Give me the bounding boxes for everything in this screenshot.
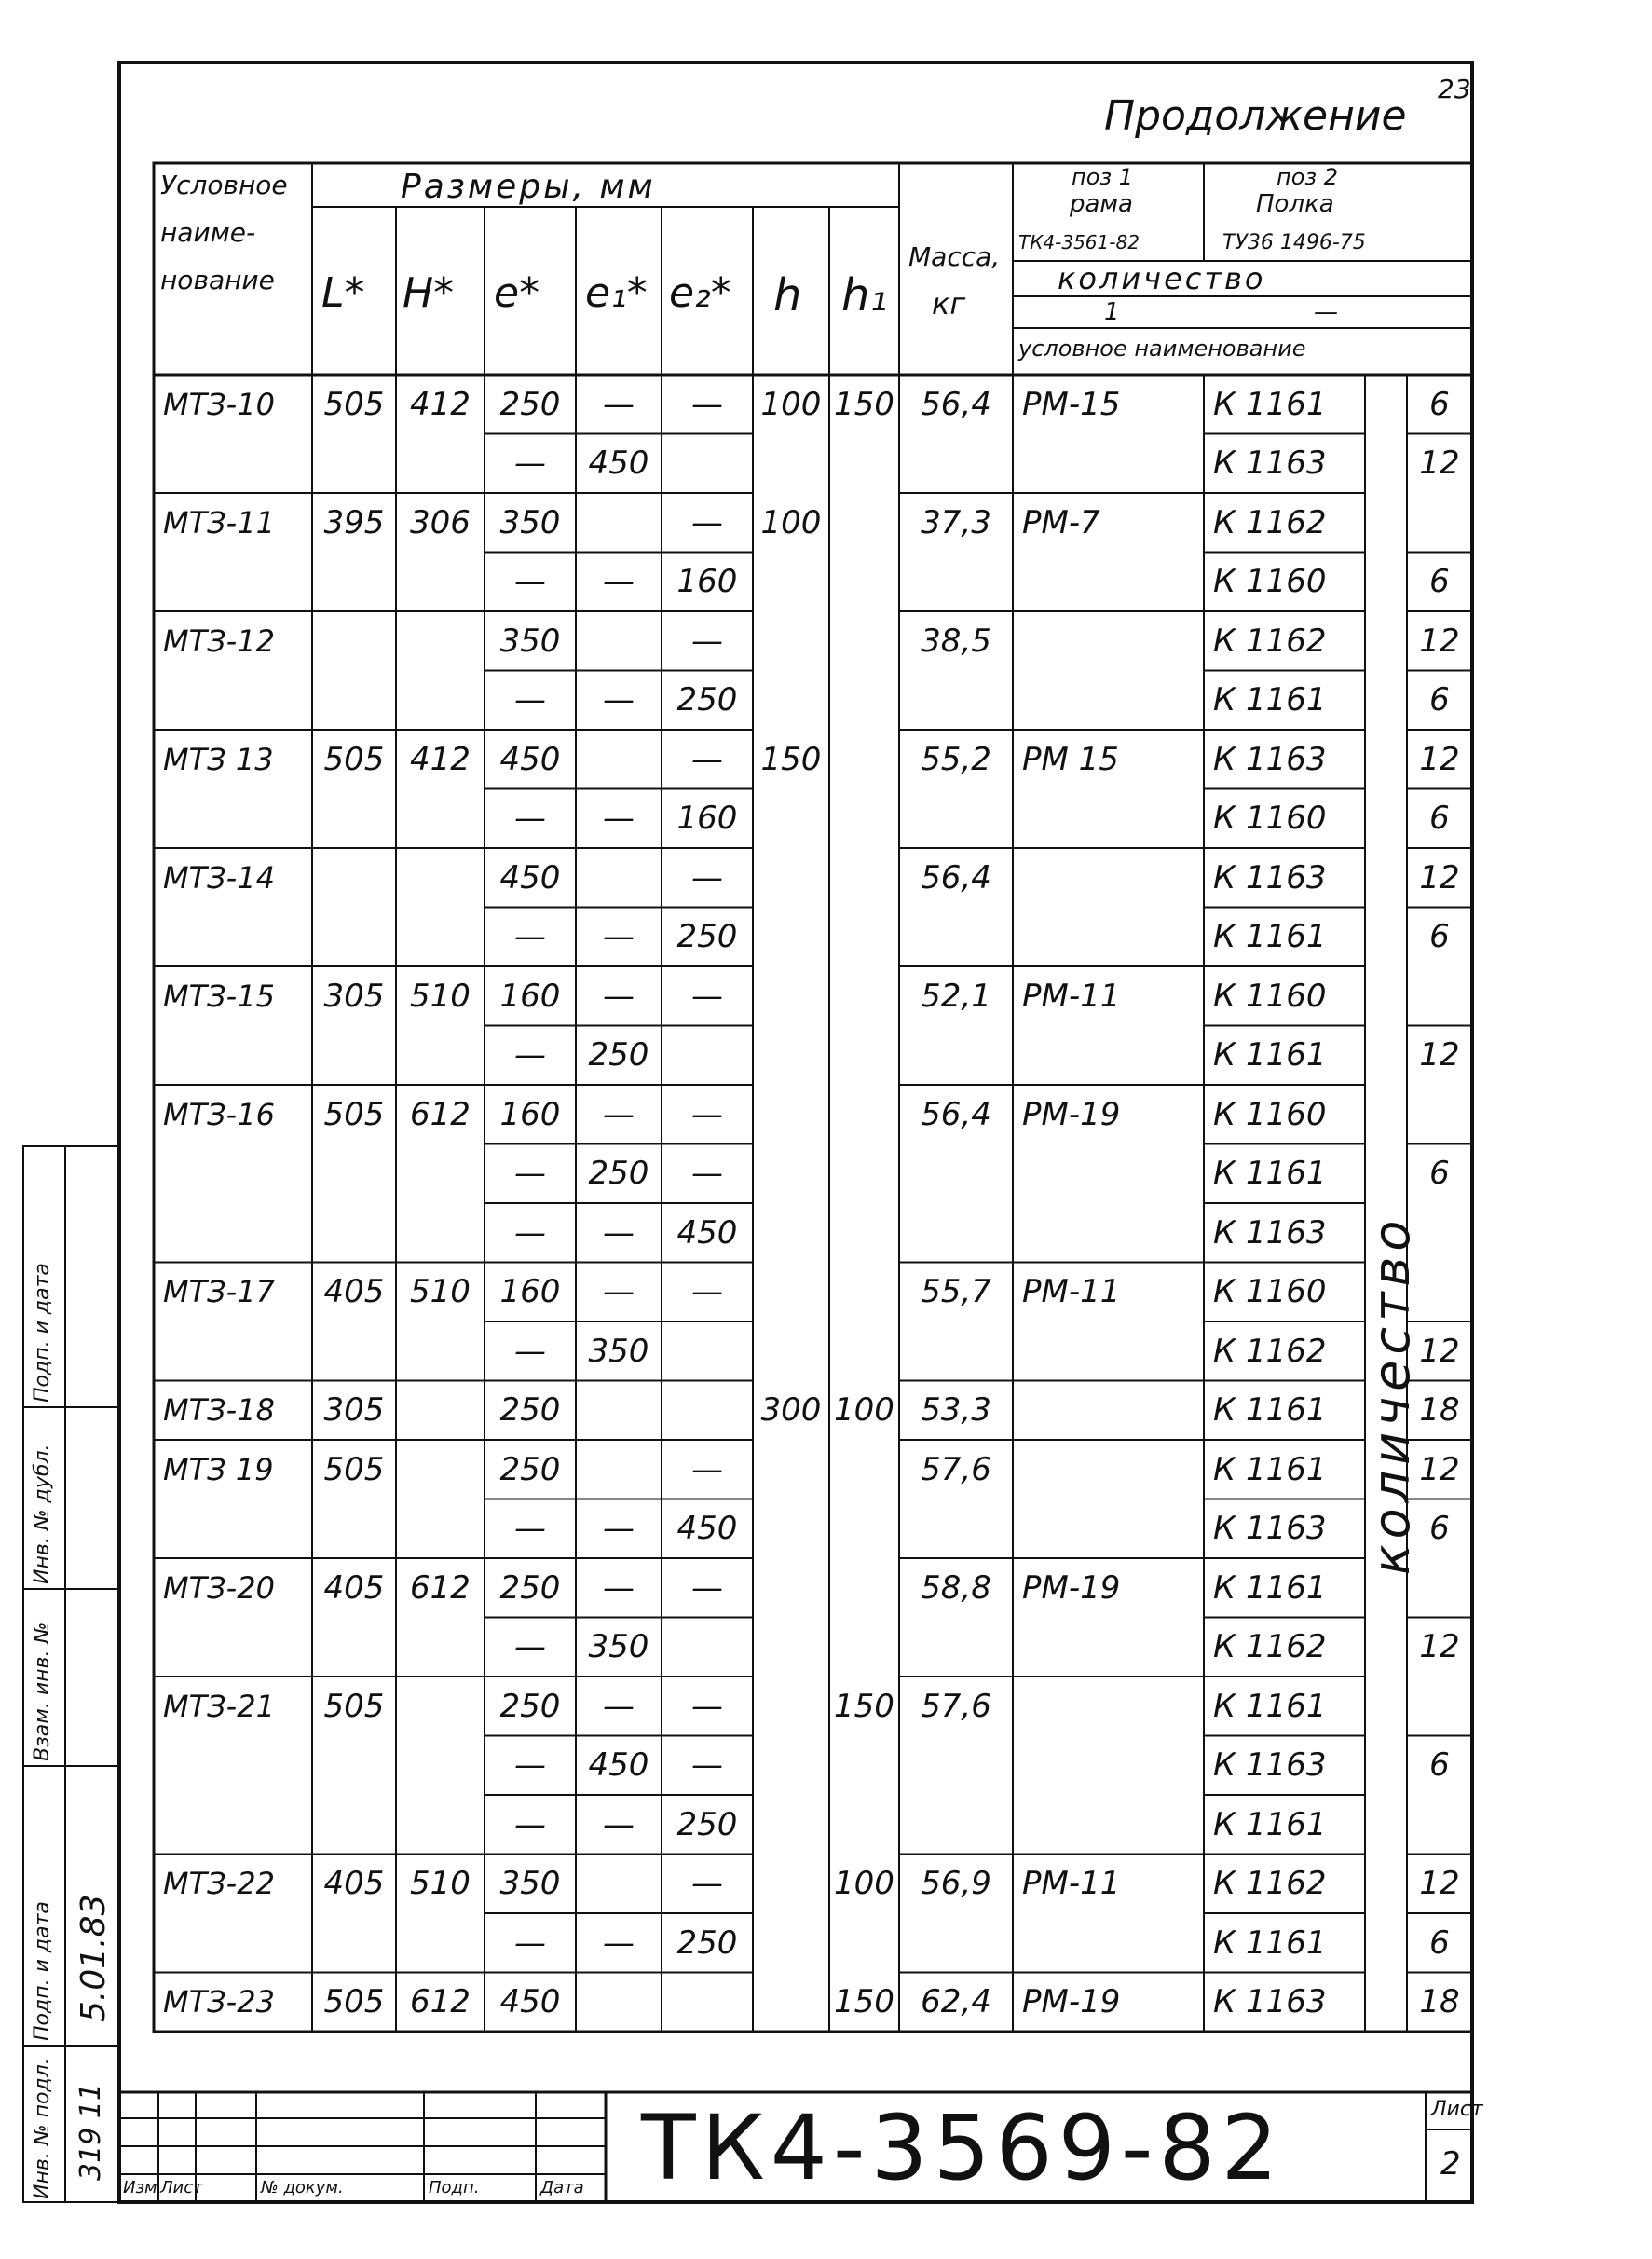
table-cell-H: 510 [410, 1865, 471, 1903]
tb-col-doc: № докум. [261, 2178, 344, 2197]
table-cell-shelf: К 1162 [1213, 1628, 1327, 1666]
table-cell-name: МТЗ-12 [163, 623, 275, 659]
table-cell-e2: — [691, 1450, 723, 1488]
table-cell-e1: 250 [588, 1155, 649, 1193]
table-cell-mass: 55,2 [921, 740, 991, 778]
header-cond-name: условное наименование [1018, 335, 1306, 362]
table-cell-e: — [514, 918, 546, 956]
table-cell-e: 450 [499, 740, 561, 778]
table-cell-qty: 12 [1419, 1332, 1460, 1370]
table-cell-name: МТЗ-10 [163, 386, 275, 422]
table-cell-e: — [514, 800, 546, 838]
table-cell-h: 150 [760, 740, 822, 778]
table-cell-shelf: К 1161 [1213, 1687, 1327, 1725]
table-cell-H: 510 [410, 1273, 471, 1311]
table-cell-name: МТЗ-21 [163, 1688, 275, 1724]
table-cell-e: — [514, 1628, 546, 1666]
table-cell-e: — [514, 1924, 546, 1962]
table-cell-e: 250 [499, 385, 561, 423]
table-cell-frame: РМ-19 [1022, 1568, 1121, 1607]
table-cell-e1: — [603, 1687, 635, 1725]
table-cell-frame: РМ-19 [1022, 1095, 1121, 1133]
table-cell-e1: — [603, 918, 635, 956]
table-cell-qty: 12 [1419, 1865, 1460, 1903]
table-cell-h1: 150 [834, 385, 894, 423]
table-cell-mass: 62,4 [921, 1983, 991, 2021]
header-designation-2: наиме- [160, 217, 256, 248]
table-cell-shelf: К 1163 [1213, 858, 1327, 897]
table-cell-frame: РМ-11 [1022, 977, 1121, 1015]
page-number: 23 [1438, 74, 1471, 104]
table-cell-qty: 6 [1429, 1155, 1450, 1193]
table-cell-qty: 12 [1419, 622, 1460, 660]
header-col-L: L* [321, 269, 365, 317]
table-cell-mass: 38,5 [921, 622, 991, 660]
table-cell-mass: 57,6 [921, 1687, 991, 1725]
table-cell-e1: — [603, 1095, 635, 1133]
table-cell-frame: РМ 15 [1022, 740, 1119, 778]
table-cell-e1: — [603, 385, 635, 423]
table-cell-L: 305 [323, 1391, 385, 1430]
table-cell-e1: — [603, 977, 635, 1015]
table-cell-e2: — [691, 1155, 723, 1193]
table-cell-shelf: К 1160 [1213, 1095, 1327, 1133]
stamp-inv-number: 319 11 [75, 2083, 107, 2181]
table-cell-shelf: К 1160 [1213, 563, 1327, 601]
table-cell-e1: — [603, 1805, 635, 1843]
table-cell-frame: РМ-11 [1022, 1865, 1121, 1903]
table-cell-e2: 250 [676, 918, 738, 956]
stamp-handwritten-date: 5.01.83 [75, 1894, 113, 2022]
header-designation-3: нование [160, 265, 275, 295]
table-cell-shelf: К 1162 [1213, 622, 1327, 660]
stamp-label-sign-date-bottom: Подп. и дата [31, 1901, 54, 2041]
table-cell-e2: 450 [676, 1213, 738, 1252]
table-cell-h1: 100 [834, 1391, 894, 1430]
table-cell-e: 450 [499, 858, 561, 897]
table-cell-h: 100 [760, 503, 822, 541]
table-cell-L: 405 [323, 1865, 385, 1903]
table-cell-qty: 18 [1419, 1983, 1460, 2021]
table-cell-h: 100 [760, 385, 822, 423]
table-cell-name: МТЗ-16 [163, 1096, 275, 1132]
table-cell-L: 505 [323, 1450, 385, 1488]
table-cell-e2: — [691, 622, 723, 660]
table-cell-shelf: К 1163 [1213, 1213, 1327, 1252]
table-cell-e2: — [691, 503, 723, 541]
table-cell-e: — [514, 563, 546, 601]
table-cell-L: 395 [323, 503, 385, 541]
table-cell-shelf: К 1160 [1213, 1273, 1327, 1311]
header-col-H: H* [403, 269, 455, 317]
tb-col-date: Дата [540, 2178, 584, 2197]
table-cell-mass: 57,6 [921, 1450, 991, 1488]
table-cell-shelf: К 1161 [1213, 1450, 1327, 1488]
table-cell-qty: 12 [1419, 445, 1460, 483]
table-cell-H: 412 [410, 740, 471, 778]
stamp-label-vzam-inv: Взам. инв. № [31, 1622, 54, 1761]
tb-col-izm: Изм [123, 2178, 157, 2197]
table-cell-L: 405 [323, 1568, 385, 1607]
tb-col-list: Лист [160, 2178, 203, 2197]
table-cell-h1: 100 [834, 1865, 894, 1903]
table-cell-shelf: К 1163 [1213, 1746, 1327, 1785]
table-cell-shelf: К 1163 [1213, 1510, 1327, 1548]
table-cell-qty: 6 [1429, 385, 1450, 423]
table-cell-e: 350 [499, 622, 561, 660]
table-cell-L: 505 [323, 1687, 385, 1725]
table-cell-e2: — [691, 740, 723, 778]
table-cell-e1: — [603, 1213, 635, 1252]
table-cell-shelf: К 1161 [1213, 1568, 1327, 1607]
table-cell-e: — [514, 1805, 546, 1843]
table-cell-name: МТЗ-23 [163, 1984, 275, 2020]
table-cell-qty: 12 [1419, 1450, 1460, 1488]
table-cell-h: 300 [760, 1391, 822, 1430]
table-cell-e1: 450 [588, 1746, 649, 1785]
table-cell-shelf: К 1161 [1213, 1805, 1327, 1843]
table-cell-shelf: К 1161 [1213, 1391, 1327, 1430]
header-qty-value-2: — [1314, 298, 1338, 326]
table-cell-e1: — [603, 1568, 635, 1607]
table-cell-e1: — [603, 1510, 635, 1548]
table-cell-e: 250 [499, 1568, 561, 1607]
header-pos1-2: рама [1070, 190, 1133, 218]
table-cell-h1: 150 [834, 1983, 894, 2021]
table-cell-mass: 52,1 [921, 977, 991, 1015]
continuation-label: Продолжение [1104, 92, 1407, 140]
table-cell-e1: 350 [588, 1628, 649, 1666]
table-cell-e: — [514, 1036, 546, 1075]
table-cell-e1: — [603, 1273, 635, 1311]
table-cell-name: МТЗ 13 [163, 741, 274, 777]
table-cell-qty: 12 [1419, 1036, 1460, 1075]
table-cell-mass: 56,9 [921, 1865, 991, 1903]
table-cell-qty: 6 [1429, 681, 1450, 719]
table-cell-e1: — [603, 681, 635, 719]
table-cell-e: 160 [499, 1273, 561, 1311]
header-col-e2: e₂* [669, 269, 731, 317]
table-cell-qty: 6 [1429, 918, 1450, 956]
table-cell-name: МТЗ-15 [163, 978, 275, 1014]
table-cell-e1: 450 [588, 445, 649, 483]
table-cell-mass: 53,3 [921, 1391, 991, 1430]
table-cell-mass: 37,3 [921, 503, 991, 541]
header-quantity: количество [1058, 261, 1266, 296]
table-cell-L: 505 [323, 1983, 385, 2021]
table-cell-e1: — [603, 800, 635, 838]
table-cell-L: 305 [323, 977, 385, 1015]
table-cell-e1: 250 [588, 1036, 649, 1075]
table-cell-e2: 250 [676, 1805, 738, 1843]
table-cell-e: — [514, 445, 546, 483]
table-cell-e2: — [691, 1746, 723, 1785]
table-cell-shelf: К 1161 [1213, 1155, 1327, 1193]
stamp-label-sign-date-top: Подп. и дата [31, 1263, 54, 1403]
table-cell-e2: — [691, 1865, 723, 1903]
header-pos1-1: поз 1 [1072, 164, 1134, 190]
sheet-label: Лист [1431, 2098, 1483, 2121]
table-cell-e2: — [691, 1273, 723, 1311]
table-cell-e: — [514, 1746, 546, 1785]
header-designation-1: Условное [160, 170, 288, 200]
header-col-e: e* [494, 269, 540, 317]
table-cell-shelf: К 1162 [1213, 1865, 1327, 1903]
table-cell-e2: — [691, 858, 723, 897]
table-cell-L: 405 [323, 1273, 385, 1311]
table-cell-qty: 12 [1419, 1628, 1460, 1666]
table-cell-h1: 150 [834, 1687, 894, 1725]
table-cell-e2: — [691, 1687, 723, 1725]
table-cell-name: МТЗ 19 [163, 1451, 274, 1487]
table-cell-e2: — [691, 385, 723, 423]
table-cell-e: — [514, 1510, 546, 1548]
stamp-label-inv-dubl: Инв. № дубл. [31, 1444, 54, 1584]
header-pos2-3: ТУ36 1496-75 [1222, 231, 1366, 254]
table-cell-e1: — [603, 563, 635, 601]
table-cell-H: 612 [410, 1983, 471, 2021]
table-cell-L: 505 [323, 385, 385, 423]
table-cell-shelf: К 1161 [1213, 385, 1327, 423]
table-cell-L: 505 [323, 740, 385, 778]
table-cell-e1: 350 [588, 1332, 649, 1370]
table-cell-e: 250 [499, 1391, 561, 1430]
header-qty-value-1: 1 [1104, 298, 1120, 326]
table-cell-e2: — [691, 1568, 723, 1607]
table-cell-e: — [514, 1213, 546, 1252]
table-cell-mass: 58,8 [921, 1568, 991, 1607]
table-cell-H: 612 [410, 1095, 471, 1133]
table-cell-qty: 18 [1419, 1391, 1460, 1430]
table-cell-e2: 450 [676, 1510, 738, 1548]
table-cell-shelf: К 1163 [1213, 740, 1327, 778]
table-cell-L: 505 [323, 1095, 385, 1133]
table-cell-shelf: К 1162 [1213, 503, 1327, 541]
table-cell-H: 510 [410, 977, 471, 1015]
table-cell-qty: 6 [1429, 563, 1450, 601]
table-cell-frame: РМ-15 [1022, 385, 1121, 423]
table-cell-qty: 12 [1419, 740, 1460, 778]
table-cell-shelf: К 1162 [1213, 1332, 1327, 1370]
table-cell-e1: — [603, 1924, 635, 1962]
stamp-label-inv-podl: Инв. № подл. [31, 2058, 54, 2199]
table-cell-mass: 55,7 [921, 1273, 991, 1311]
table-cell-qty: 6 [1429, 800, 1450, 838]
table-cell-frame: РМ-19 [1022, 1983, 1121, 2021]
header-mass-2: кг [932, 286, 966, 322]
header-pos1-3: ТК4-3561-82 [1018, 231, 1140, 253]
table-cell-qty: 6 [1429, 1746, 1450, 1785]
header-pos2-2: Полка [1256, 190, 1334, 218]
table-cell-shelf: К 1160 [1213, 800, 1327, 838]
table-cell-mass: 56,4 [921, 1095, 991, 1133]
table-cell-e: 160 [499, 977, 561, 1015]
doc-code: ТК4-3569-82 [641, 2096, 1284, 2200]
side-vertical-quantity-label: количество [1362, 1214, 1421, 1575]
table-cell-e: 450 [499, 1983, 561, 2021]
table-cell-e2: 250 [676, 1924, 738, 1962]
table-cell-name: МТЗ-22 [163, 1866, 275, 1902]
header-col-e1: e₁* [585, 269, 648, 317]
table-cell-e: — [514, 681, 546, 719]
sheet-number: 2 [1440, 2145, 1461, 2183]
table-cell-H: 306 [410, 503, 471, 541]
table-cell-e: 160 [499, 1095, 561, 1133]
table-cell-name: МТЗ-14 [163, 859, 275, 896]
table-cell-H: 612 [410, 1568, 471, 1607]
table-cell-mass: 56,4 [921, 858, 991, 897]
header-dimensions-title: Размеры, мм [401, 168, 656, 206]
table-cell-name: МТЗ-18 [163, 1392, 275, 1429]
table-cell-e2: — [691, 1095, 723, 1133]
header-col-h: h [773, 269, 802, 322]
table-cell-H: 412 [410, 385, 471, 423]
title-block [119, 2092, 1483, 2202]
table-cell-shelf: К 1160 [1213, 977, 1327, 1015]
table-cell-shelf: К 1161 [1213, 918, 1327, 956]
table-cell-shelf: К 1163 [1213, 445, 1327, 483]
table-cell-e: 250 [499, 1687, 561, 1725]
table-cell-name: МТЗ-11 [163, 504, 275, 541]
table-cell-e: 250 [499, 1450, 561, 1488]
table-cell-e: — [514, 1332, 546, 1370]
table-cell-e2: — [691, 977, 723, 1015]
table-cell-shelf: К 1161 [1213, 1924, 1327, 1962]
table-cell-qty: 6 [1429, 1924, 1450, 1962]
table-cell-shelf: К 1161 [1213, 681, 1327, 719]
table-cell-shelf: К 1161 [1213, 1036, 1327, 1075]
table-cell-name: МТЗ-20 [163, 1569, 275, 1606]
table-cell-qty: 12 [1419, 858, 1460, 897]
table-cell-name: МТЗ-17 [163, 1274, 275, 1310]
table-cell-mass: 56,4 [921, 385, 991, 423]
tb-col-sign: Подп. [429, 2178, 480, 2197]
table-cell-e2: 160 [676, 563, 738, 601]
table-cell-e: 350 [499, 1865, 561, 1903]
table-cell-e: 350 [499, 503, 561, 541]
table-cell-qty: 6 [1429, 1510, 1450, 1548]
table-cell-e: — [514, 1155, 546, 1193]
header-col-h1: h₁ [841, 269, 888, 322]
table-cell-frame: РМ-11 [1022, 1273, 1121, 1311]
table-cell-frame: РМ-7 [1022, 503, 1100, 541]
header-pos2-1: поз 2 [1277, 164, 1339, 190]
table-cell-e2: 250 [676, 681, 738, 719]
header-mass-1: Масса, [908, 241, 1001, 272]
table-cell-e2: 160 [676, 800, 738, 838]
table-cell-shelf: К 1163 [1213, 1983, 1327, 2021]
